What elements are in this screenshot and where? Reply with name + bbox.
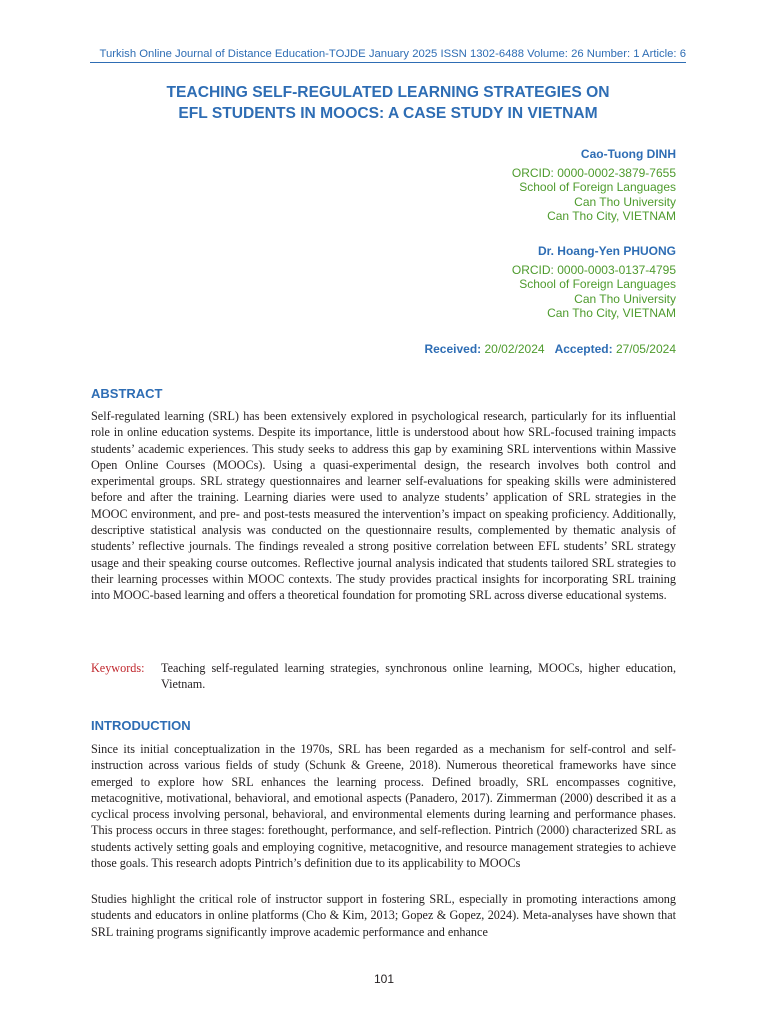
introduction-paragraph-2: Studies highlight the critical role of instructor support in fostering SRL, especially in promoting interactions among students and educators in online platforms (Cho & Kim, 2013; Gopez & Gopez, 2024). Meta-analyses have shown that SRL training programs significantly improve academic performance and enhance: [91, 892, 676, 939]
author-name: Cao-Tuong DINH: [580, 147, 676, 161]
abstract-text: Self-regulated learning (SRL) has been extensively explored in psychological research, particularly for its influential role in online education systems. Despite its importance, little is understood about how SRL-focused training impacts students’ academic experiences. This study seeks to address this gap by examining SRL interventions within Massive Open Online Courses (MOOCs). Using a quasi-experimental design, the research involves both control and experimental groups. SRL strategy questionnaires and learner self-evaluations for speaking skills were administered before and after the training. Learning diaries were used to analyze students’ application of SRL strategies in the MOOC environment, and pre- and post-tests measured the intervention’s impact on speaking proficiency. Additionally, descriptive statistical analysis was conducted on the questionnaire results, complemented by thematic analysis of students’ reflective journals. The findings revealed a strong positive correlation between EFL students’ SRL strategy usage and their speaking course outcomes. Reflective journal analysis indicated that students tailored SRL strategies to their learning processes within MOOC contexts. The study provides practical insights for incorporating SRL training into MOOC-based learning and offers a theoretical foundation for promoting SRL across diverse educational systems.: [91, 409, 676, 603]
received-label: Received:: [424, 342, 482, 356]
author-name: Dr. Hoang-Yen PHUONG: [537, 244, 676, 258]
article-title: [90, 82, 686, 124]
accepted-date: 27/05/2024: [615, 342, 676, 356]
author-university: Can Tho University: [574, 194, 676, 209]
author-city: Can Tho City, VIETNAM: [547, 209, 676, 224]
keywords: [91, 660, 676, 693]
author-school: School of Foreign Languages: [519, 277, 676, 292]
keywords-label: Keywords:: [91, 661, 145, 675]
title-line-2: EFL STUDENTS IN MOOCS: A CASE STUDY IN VIETNAM: [178, 105, 598, 122]
keywords-text: Teaching self-regulated learning strategies, synchronous online learning, MOOCs, higher education, Vietnam.: [161, 661, 676, 692]
abstract-heading: ABSTRACT: [91, 386, 163, 401]
author-block-2: [512, 244, 676, 321]
received-date: 20/02/2024: [484, 342, 545, 356]
author-city: Can Tho City, VIETNAM: [547, 306, 676, 321]
submission-dates: [424, 342, 676, 356]
author-school: School of Foreign Languages: [519, 180, 676, 195]
page-number: 101: [373, 972, 395, 986]
introduction-heading: INTRODUCTION: [91, 718, 191, 733]
author-orcid: ORCID: 0000-0002-3879-7655: [511, 165, 676, 180]
journal-header: Turkish Online Journal of Distance Education-TOJDE January 2025 ISSN 1302-6488 Volume: 26 Number: 1 Article: 6: [90, 48, 686, 63]
author-orcid: ORCID: 0000-0003-0137-4795: [511, 262, 676, 277]
author-block-1: [512, 147, 676, 224]
accepted-label: Accepted:: [554, 342, 613, 356]
introduction-paragraph-1: Since its initial conceptualization in the 1970s, SRL has been regarded as a mechanism for self-control and self-instruction across various fields of study (Schunk & Greene, 2018). Numerous theoretical frameworks have since emerged to explore how SRL enhances the learning process. Defined broadly, SRL encompasses cognitive, metacognitive, motivational, behavioral, and emotional aspects (Panadero, 2017). Zimmerman (2000) described it as a cyclical process involving personal, behavioral, and environmental elements during learning and performance phases. This process occurs in three stages: forethought, performance, and self-reflection. Pintrich (2000) characterized SRL as students actively setting goals and employing cognitive, metacognitive, and resource management strategies to achieve those goals. This research adopts Pintrich’s definition due to its applicability to MOOCs: [91, 742, 676, 871]
author-university: Can Tho University: [574, 291, 676, 306]
title-line-1: TEACHING SELF-REGULATED LEARNING STRATEGIES ON: [166, 84, 610, 101]
